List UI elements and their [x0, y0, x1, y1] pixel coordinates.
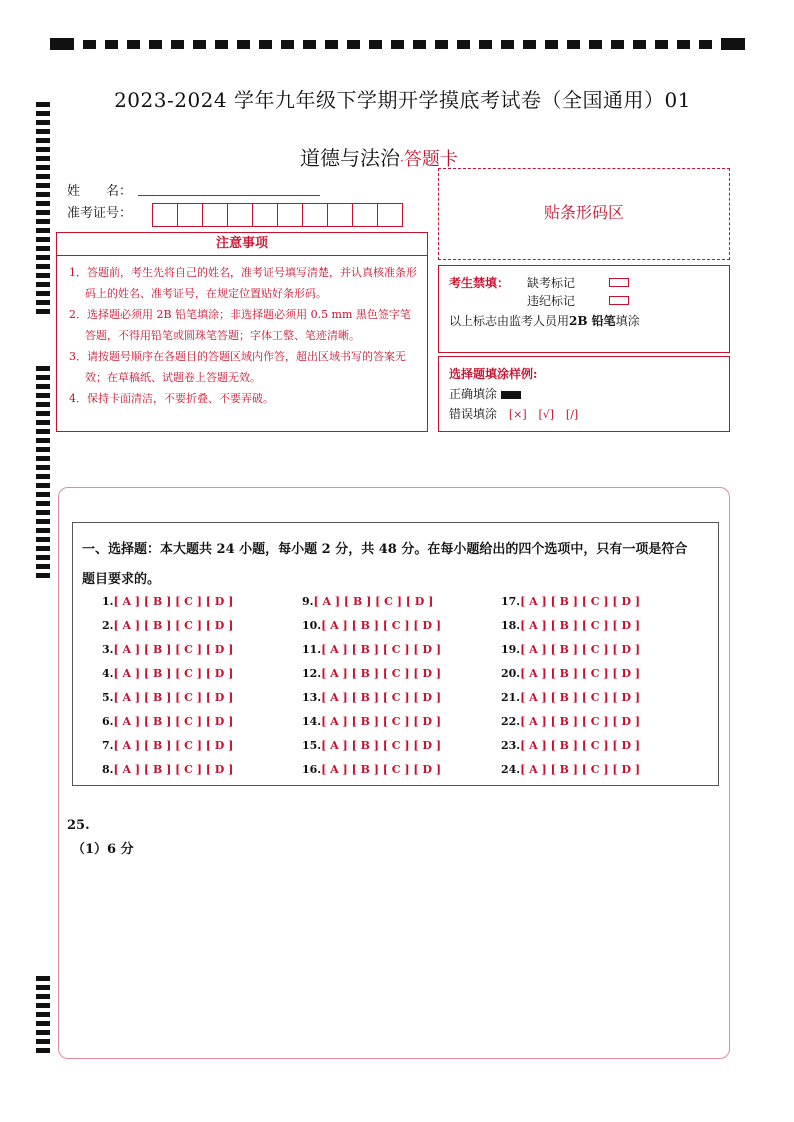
- choice-question[interactable]: 21.[ A ] [ B ] [ C ] [ D ]: [501, 691, 641, 704]
- choice-question[interactable]: 4.[ A ] [ B ] [ C ] [ D ]: [102, 667, 234, 680]
- name-label: 姓 名：: [67, 184, 133, 199]
- choice-section-title-line1: 一、选择题：本大题共 24 小题，每小题 2 分，共 48 分。在每小题给出的四个选项中，只有一项是符合: [82, 542, 688, 557]
- id-label: 准考证号：: [67, 206, 133, 221]
- choice-question[interactable]: 11.[ A ] [ B ] [ C ] [ D ]: [302, 643, 442, 656]
- choice-question[interactable]: 7.[ A ] [ B ] [ C ] [ D ]: [102, 739, 234, 752]
- wrong-fill-row: 错误填涂 [×] [√] [/]: [449, 407, 579, 421]
- fill-sample-label: 选择题填涂样例:: [449, 367, 538, 381]
- choice-question[interactable]: 19.[ A ] [ B ] [ C ] [ D ]: [501, 643, 641, 656]
- subject-name: 道德与法治: [300, 146, 400, 170]
- notice-item: 3．请按题号顺序在各题目的答题区域内作答，超出区域书写的答案无效；在草稿纸、试题卷上答题无效。: [69, 350, 406, 384]
- notice-box: [56, 232, 428, 432]
- choice-question[interactable]: 24.[ A ] [ B ] [ C ] [ D ]: [501, 763, 641, 776]
- choice-question[interactable]: 22.[ A ] [ B ] [ C ] [ D ]: [501, 715, 641, 728]
- absent-mark-label: 缺考标记: [527, 276, 576, 290]
- choice-question[interactable]: 9.[ A ] [ B ] [ C ] [ D ]: [302, 595, 434, 608]
- side-timing-marks-middle: [36, 366, 50, 578]
- subtitle-separator: ·: [400, 154, 404, 168]
- choice-question[interactable]: 14.[ A ] [ B ] [ C ] [ D ]: [302, 715, 442, 728]
- choice-question[interactable]: 12.[ A ] [ B ] [ C ] [ D ]: [302, 667, 442, 680]
- exam-title: 2023-2024 学年九年级下学期开学摸底考试卷（全国通用）01: [114, 88, 691, 112]
- top-timing-marks: [50, 38, 745, 50]
- absent-mark-box[interactable]: [609, 278, 629, 287]
- choice-question[interactable]: 8.[ A ] [ B ] [ C ] [ D ]: [102, 763, 234, 776]
- choice-question[interactable]: 1.[ A ] [ B ] [ C ] [ D ]: [102, 595, 234, 608]
- choice-question[interactable]: 17.[ A ] [ B ] [ C ] [ D ]: [501, 595, 641, 608]
- choice-section-title-line2: 题目要求的。: [82, 572, 161, 587]
- question-25-part1: （1）6 分: [72, 842, 134, 857]
- choice-question[interactable]: 5.[ A ] [ B ] [ C ] [ D ]: [102, 691, 234, 704]
- name-field[interactable]: [138, 195, 320, 196]
- choice-question[interactable]: 20.[ A ] [ B ] [ C ] [ D ]: [501, 667, 641, 680]
- notice-item: 4．保持卡面清洁，不要折叠、不要弄破。: [69, 392, 274, 405]
- choice-question[interactable]: 3.[ A ] [ B ] [ C ] [ D ]: [102, 643, 234, 656]
- correct-fill-row: 正确填涂: [449, 385, 521, 402]
- exam-id-boxes[interactable]: [152, 203, 402, 227]
- notice-item: 1．答题前，考生先将自己的姓名，准考证号填写清楚，并认真核准条形码上的姓名、准考证号，在规定位置贴好条形码。: [69, 266, 417, 300]
- side-timing-marks-top: [36, 102, 50, 314]
- choice-question[interactable]: 6.[ A ] [ B ] [ C ] [ D ]: [102, 715, 234, 728]
- barcode-area: 贴条形码区: [438, 168, 730, 260]
- exam-status-note: 以上标志由监考人员用2B 铅笔填涂: [449, 314, 640, 328]
- notice-item: 2．选择题必须用 2B 铅笔填涂；非选择题必须用 0.5 mm 黑色签字笔答题，不得用铅笔或圆珠笔答题；字体工整、笔迹清晰。: [69, 308, 411, 342]
- choice-question[interactable]: 2.[ A ] [ B ] [ C ] [ D ]: [102, 619, 234, 632]
- choice-question[interactable]: 16.[ A ] [ B ] [ C ] [ D ]: [302, 763, 442, 776]
- choice-question[interactable]: 15.[ A ] [ B ] [ C ] [ D ]: [302, 739, 442, 752]
- choice-question[interactable]: 18.[ A ] [ B ] [ C ] [ D ]: [501, 619, 641, 632]
- side-timing-marks-bottom: [36, 976, 50, 1053]
- violation-mark-box[interactable]: [609, 296, 629, 305]
- choice-column-1: [102, 595, 233, 787]
- choice-question[interactable]: 13.[ A ] [ B ] [ C ] [ D ]: [302, 691, 442, 704]
- exam-status-box: [438, 265, 730, 353]
- choice-column-2: [302, 595, 441, 787]
- choice-question[interactable]: 23.[ A ] [ B ] [ C ] [ D ]: [501, 739, 641, 752]
- choice-question[interactable]: 10.[ A ] [ B ] [ C ] [ D ]: [302, 619, 442, 632]
- card-subtitle: [300, 142, 458, 171]
- violation-mark-label: 违纪标记: [527, 294, 576, 308]
- notice-heading: 注意事项: [57, 233, 427, 256]
- question-25-number: 25.: [67, 818, 90, 833]
- exam-status-label: 考生禁填：: [449, 276, 510, 290]
- correct-fill-mark: [501, 391, 521, 399]
- fill-sample-box: [438, 356, 730, 432]
- choice-column-3: [501, 595, 640, 787]
- answer-card-label: 答题卡: [403, 149, 458, 170]
